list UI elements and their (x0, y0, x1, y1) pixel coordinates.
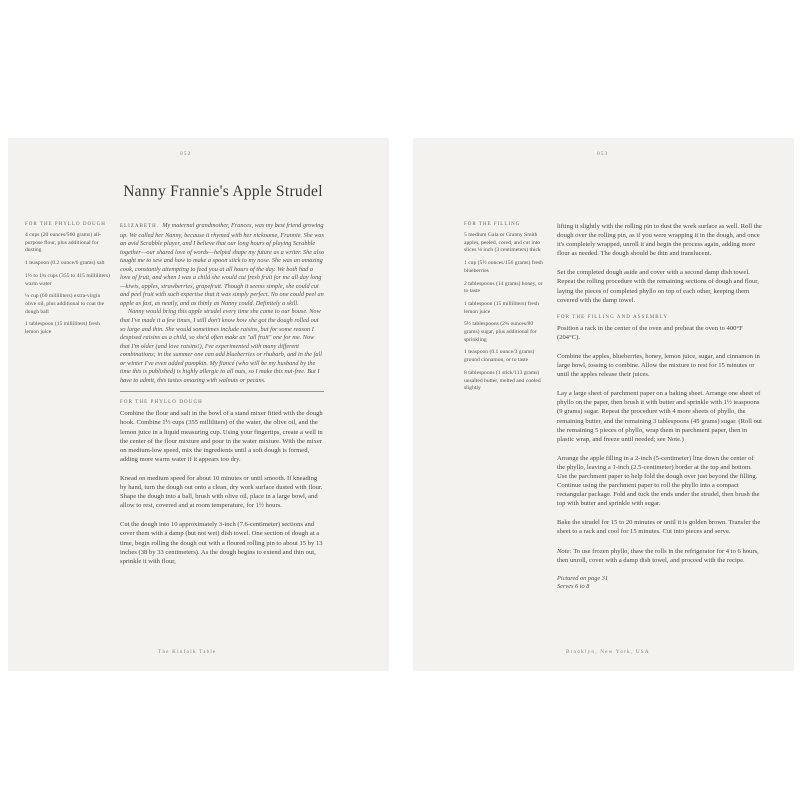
method-paragraph: lifting it slightly with the rolling pin to dust the work surface as well. Roll the dough over the rolling pin, as if you were wrapping it in the dough, and once it's completely wrapped, unroll it and begin the process again, adding more flour as needed. The dough should be thin and translucent. (557, 223, 762, 258)
ingredients-column (464, 222, 544, 398)
left-page (8, 138, 389, 671)
method-paragraph: Cut the dough into 10 approximately 3-inch (7.6-centimeter) sections and cover them with a damp (but not wet) dish towel. One section of dough at a time, begin rolling the dough out with a floured rolling pin to about 15 by 13 inches (38 by 33 centimeters). As the dough begins to extend and thin out, sprinkle it with flour, (120, 521, 323, 565)
recipe-title: Nanny Frannie's Apple Strudel (123, 183, 323, 200)
ingredient-item: 8 tablespoons (1 stick/113 grams) unsalted butter, melted and cooled slightly (464, 369, 541, 392)
section-divider (120, 391, 324, 392)
note-text: To use frozen phyllo, thaw the rolls in the refrigerator for 4 to 6 hours, then unroll, cover with a damp dish towel, and proceed with the recipe. (557, 547, 759, 564)
ingredient-item: 2 tablespoons (14 grams) honey, or to taste (464, 280, 543, 295)
intro-text: My maternal grandmother, Frances, was my best friend growing up. We called her Nanny, because it rhymed with her nickname, Frannie. She was an avid Scrabble player, and I believe that our long hours of playing Scrabble together—our shared love of words—helped shape my future as a writer. She also taught me to sew and how to make a spoon stick to my nose. She was an amazing cook, constantly attempting to feed you at all hours of the day. We both had a love of fruit, and when I was a child she would cut fresh fruit for me all day long—kiwis, apples, strawberries, grapefruit. Though it seems simple, she could cut and peel fruit with such expertise that it was simply perfect. No one could peel an apple as fast, as neatly, and as thinly as Nanny could. Definitely a skill. (120, 222, 324, 307)
right-page (413, 138, 794, 671)
ingredient-item: 5½ tablespoons (2¾ ounces/80 grams) sugar, plus additional for sprinkling (464, 321, 537, 343)
ingredient-item: 1½ to 1¾ cups (355 to 415 milliliters) warm water (25, 272, 110, 287)
footer: The Kinfolk Table (158, 649, 217, 655)
intro-paragraph (120, 222, 324, 308)
method-paragraph: Knead on medium speed for about 10 minutes or until smooth. If kneading by hand, turn the dough out onto a clean, dry work surface dusted with flour. Shape the dough into a ball, brush with olive oil, place in a large bowl, and allow to rest, covered and at room temperature, for 1½ hours. (120, 474, 323, 510)
ingredient-item: 1 teaspoon (0.2 ounce/6 grams) salt (25, 260, 105, 267)
page-number: 052 (180, 151, 192, 157)
page-number: 053 (597, 151, 609, 157)
ingredients-heading: FOR THE FILLING (464, 222, 521, 227)
assembly-heading: FOR THE FILLING AND ASSEMBLY (557, 314, 669, 320)
main-column (557, 222, 763, 592)
ingredient-item: ¼ cup (60 milliliters) extra-virgin olive oil, plus additional to coat the dough ball (25, 293, 105, 315)
footer: Brooklyn, New York, USA (566, 649, 650, 655)
method-heading: FOR THE PHYLLO DOUGH (120, 400, 203, 406)
assembly-paragraph: Arrange the apple filling in a 2-inch (5-centimeter) line down the center of the phyllo, leaving a 1-inch (2.5-centimeter) border at the top and bottom. Use the parchment paper to help fold the dough over just beyond the filling. Continue using the parchment paper to roll the phyllo into a compact rectangular package. Fold and tuck the ends under the strudel, then brush the top with butter and sprinkle with sugar. (557, 454, 760, 508)
ingredient-item: 4 cups (20 ounces/560 grams) all-purpose flour, plus additional for dusting (25, 232, 101, 254)
serves-count: Serves 6 to 8 (557, 583, 590, 591)
ingredient-item: 1 tablespoon (15 milliliters) fresh lemon juice (25, 321, 100, 336)
method-paragraph: Set the completed dough aside and cover with a second damp dish towel. Repeat the rolling procedure with the remaining sections of dough and flour, laying the pieces of completed phyllo on top of each other, keeping them covered with the damp towel. (557, 269, 759, 304)
assembly-paragraph: Combine the apples, blueberries, honey, lemon juice, sugar, and cinnamon in large bowl, tossing to combine. Allow the mixture to rest for 15 minutes or until the apples release their juices. (557, 352, 760, 379)
method-paragraph: Combine the flour and salt in the bowl of a stand mixer fitted with the dough hook. Combine 1½ cups (355 milliliters) of the water, the olive oil, and the lemon juice in a liquid measuring cup. Using your fingertips, create a well in the center of the flour mixture and pour in the water mixture. With the mixer on medium-low speed, mix the ingredients until a soft dough is formed, adding more warm water if it appears too dry. (120, 410, 323, 463)
ingredient-item: 1 cup (5½ ounces/156 grams) fresh blueberries (464, 260, 543, 274)
ingredients-column (25, 222, 111, 342)
intro-lead: ELIZABETH. (120, 224, 160, 229)
assembly-paragraph: Bake the strudel for 15 to 20 minutes or until it is golden brown. Transfer the sheet to a rack and cool for 15 minutes. Cut into pieces and serve. (557, 519, 761, 536)
assembly-paragraph: Lay a large sheet of parchment paper on a baking sheet. Arrange one sheet of phyllo on the paper, then brush it with butter and sprinkle with 1½ teaspoons (9 grams) sugar. Repeat the procedure with 4 more sheets of phyllo, the remaining butter, and the remaining 3 tablespoons (45 grams) sugar. (Roll out the remaining 5 pieces of phyllo, wrap them in parchment paper, then in plastic wrap, and freeze until needed; see Note.) (557, 390, 763, 443)
intro-paragraph: Nanny would bring this apple strudel every time she came to our house. Now that I've made it a few times, I still don't know how she got the dough rolled out so large and thin. She would sometimes include raisins, but for some reason I despised raisins as a child, so she'd often make an "all fruit" one for me. Now that I'm older (and love raisins!), I've experimented with many different combinations; in the summer one can add blueberries or rhubarb, and in the fall or winter I've even added pumpkin. My fiancé (who will be my husband by the time this is published) is highly allergic to all nuts, so I make this nut-free. But I have to admit, this tastes amazing with walnuts or pecans. (120, 308, 322, 384)
ingredient-item: 1 tablespoon (15 milliliters) fresh lemon juice (464, 300, 539, 315)
ingredient-item: 5 medium Gala or Granny Smith apples, peeled, cored, and cut into slices ⅛ inch (3 centimeters) thick (464, 232, 541, 254)
pictured-reference: Pictured on page 31 (557, 574, 609, 582)
note-label: Note: (557, 547, 572, 555)
note-paragraph (557, 547, 763, 565)
ingredient-item: 1 teaspoon (0.1 ounce/3 grams) ground cinnamon, or to taste (464, 349, 535, 364)
ingredients-heading: FOR THE PHYLLO DOUGH (25, 222, 106, 227)
assembly-paragraph: Position a rack in the center of the oven and preheat the oven to 400°F (204°C). (557, 324, 743, 341)
main-column (120, 222, 324, 576)
